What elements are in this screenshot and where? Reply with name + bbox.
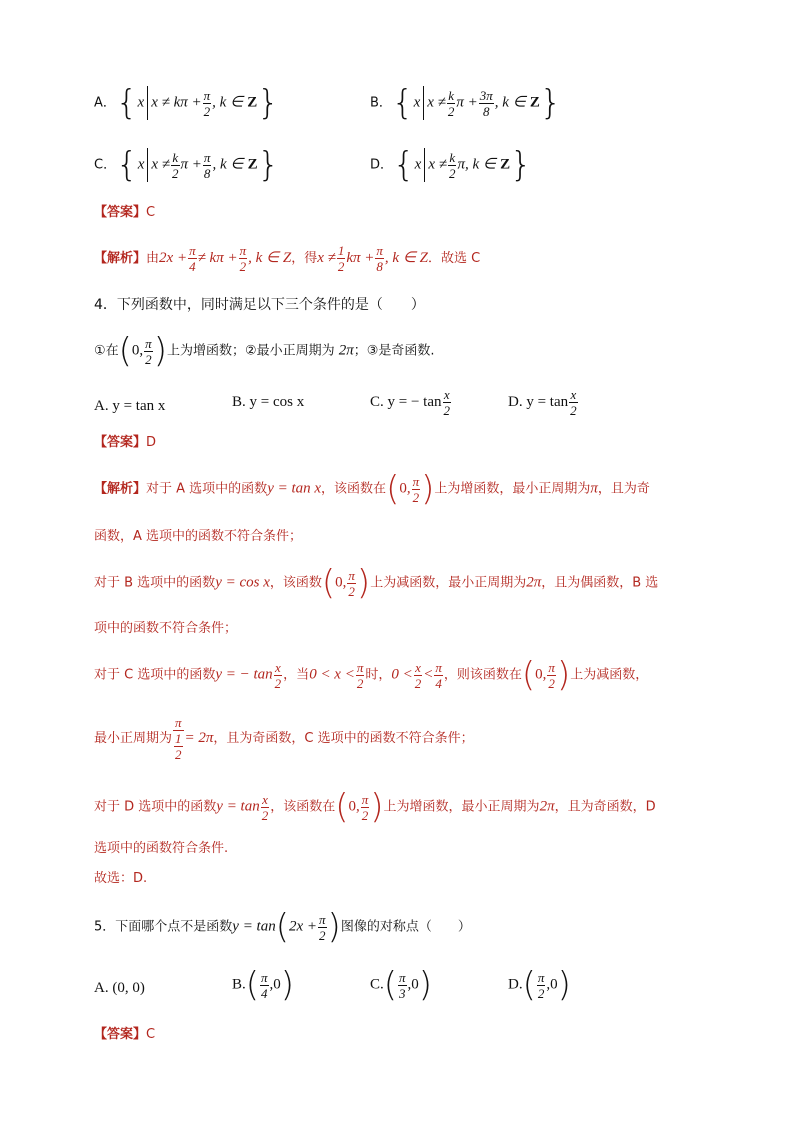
q4-option-a: A. y = tan x xyxy=(94,398,166,414)
q4-analysis-b-line2: 项中的函数不符合条件； xyxy=(94,621,238,636)
q4-answer: 【答案】D xyxy=(94,435,157,450)
q3-analysis: 【解析】由2x + $\frac{\pi}{4}$ ≠ kπ + $\frac{\pi}{2}$ , k ∈ Z，得x ≠ $\frac{1}{2}$ kπ + $\frac{\pi}{8}$ , k ∈ Z．故选 C xyxy=(94,243,481,274)
q3-answer: 【答案】C xyxy=(94,205,156,220)
q4-analysis-b-line1: 对于 B 选项中的函数y = cos x，该函数(0, $\frac{\pi}{2}$ )上为减函数，最小正周期为2π，且为偶函数，B 选 xyxy=(94,563,659,603)
q4-analysis-d-line2: 选项中的函数符合条件. xyxy=(94,841,229,856)
q5-option-b: B.( $\frac{\pi}{4}$ ,0) xyxy=(232,965,295,1005)
q5-option-d: D.( $\frac{\pi}{2}$ ,0) xyxy=(508,965,571,1005)
option-label: A． xyxy=(94,95,116,111)
q4-option-d: D. y = tan $\frac{x}{2}$ xyxy=(508,387,577,418)
q4-analysis-a-line1: 【解析】对于 A 选项中的函数y = tan x，该函数在(0, $\frac{\pi}{2}$ )上为增函数，最小正周期为π，且为奇 xyxy=(94,469,650,509)
q3-option-d: D．{x x ≠ $\frac{k}{2}$ π, k ∈ Z} xyxy=(370,145,532,185)
q5-option-a: A. (0, 0) xyxy=(94,980,145,996)
q4-analysis-c-line1: 对于 C 选项中的函数y = − tan $\frac{x}{2}$ ，当0 < x < $\frac{\pi}{2}$ 时，0 < $\frac{x}{2}$ < $\frac{\pi}{4}$ ，则该函数在(0, $\frac{\pi}{2}$ )上为减函数， xyxy=(94,655,649,695)
option-label: B． xyxy=(370,95,392,111)
q3-option-c: C．{x x ≠ $\frac{k}{2}$ π + $\frac{\pi}{8}$ , k ∈ Z} xyxy=(94,145,280,185)
q5-option-c: C.( $\frac{\pi}{3}$ ,0) xyxy=(370,965,433,1005)
q5-answer: 【答案】C xyxy=(94,1027,156,1042)
q4-stem: 4．下列函数中，同时满足以下三个条件的是（ ） xyxy=(94,297,425,313)
q4-conclusion: 故选：D. xyxy=(94,871,148,886)
q4-conditions: ①在(0, $\frac{\pi}{2}$ )上为增函数；②最小正周期为 2π；③是奇函数. xyxy=(94,331,435,371)
option-label: D． xyxy=(370,157,394,173)
q4-analysis-c-line2: 最小正周期为 $\frac{\pi}{\frac{1}{2}}$ = 2π，且为奇函数，C 选项中的函数不符合条件； xyxy=(94,715,474,762)
option-label: C． xyxy=(94,157,117,173)
q5-stem: 5．下面哪个点不是函数y = tan(2x + $\frac{\pi}{2}$ )图像的对称点（ ） xyxy=(94,907,471,947)
q4-option-c: C. y = − tan $\frac{x}{2}$ xyxy=(370,387,450,418)
q4-analysis-d-line1: 对于 D 选项中的函数y = tan $\frac{x}{2}$ ，该函数在(0, $\frac{\pi}{2}$ )上为增函数，最小正周期为2π，且为奇函数，D xyxy=(94,787,656,827)
q3-option-a: A．{x x ≠ kπ + $\frac{\pi}{2}$ , k ∈ Z} xyxy=(94,83,279,123)
q4-option-b: B. y = cos x xyxy=(232,394,305,410)
q4-analysis-a-line2: 函数，A 选项中的函数不符合条件； xyxy=(94,529,303,544)
q3-option-b: B．{x x ≠ $\frac{k}{2}$ π + $\frac{3\pi}{8}$ , k ∈ Z} xyxy=(370,83,562,123)
